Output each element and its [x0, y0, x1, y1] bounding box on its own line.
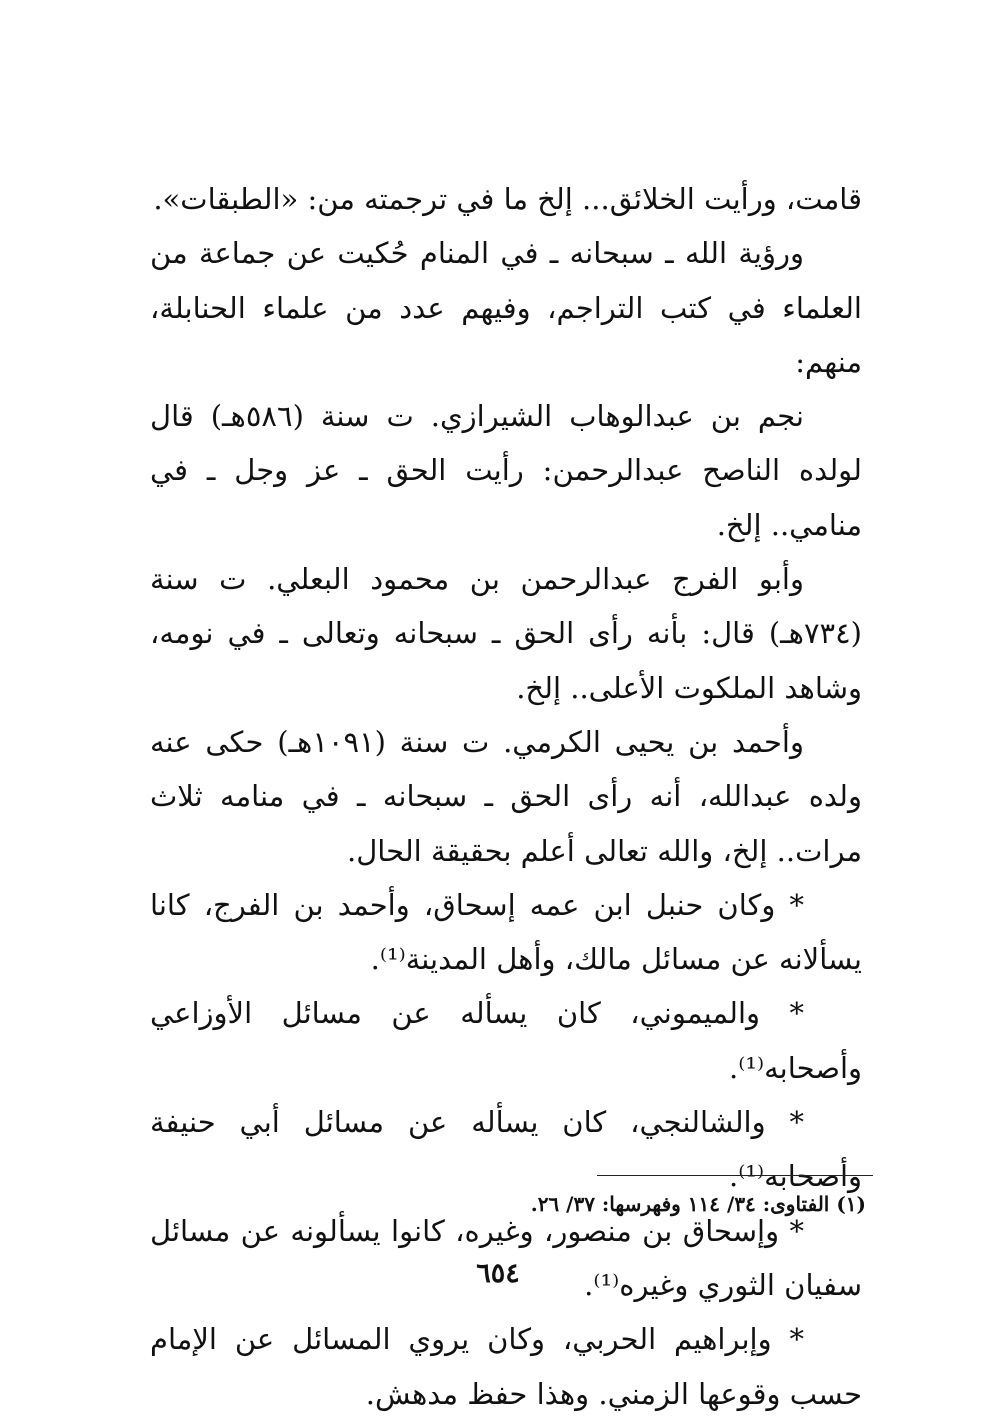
paragraph-ahmad-karmi: وأحمد بن يحيى الكرمي. ت سنة (١٠٩١هـ) حكى عنه ولده عبدالله، أنه رأى الحق ـ سبحانه ـ في منامه ثلاث مرات.. إلخ، والله تعالى أعلم بحقيقة الحال. [150, 724, 862, 868]
paragraph-hanbal: * وكان حنبل ابن عمه إسحاق، وأحمد بن الفرج، كانا يسألانه عن مسائل مالك، وأهل المدينة⁽¹⁾. [150, 887, 862, 977]
paragraph-continuation: قامت، ورأيت الخلائق... إلخ ما في ترجمته من: «الطبقات». [153, 182, 862, 216]
footnote: (١) الفتاوى: ٣٤/ ١١٤ وفهرسها: ٣٧/ ٢٦. [530, 1192, 866, 1216]
footnote-divider [597, 1175, 873, 1176]
paragraph-dream-vision: ورؤية الله ـ سبحانه ـ في المنام حُكيت عن جماعة من العلماء في كتب التراجم، وفيهم عدد من علماء الحنابلة، منهم: [150, 236, 862, 379]
page-number: ٦٥٤ [476, 1258, 520, 1289]
paragraph-najm-shirazi: نجم بن عبدالوهاب الشيرازي. ت سنة (٥٨٦هـ) قال لولده الناصح عبدالرحمن: رأيت الحق ـ عز وجل ـ في منامي.. إلخ. [150, 399, 862, 542]
paragraph-ibrahim-harbi: * وإبراهيم الحربي، وكان يروي المسائل عن الإمام حسب وقوعها الزمني. وهذا حفظ مدهش. [150, 1322, 862, 1411]
paragraph-ishaq-mansur: * وإسحاق بن منصور، وغيره، كانوا يسألونه عن مسائل سفيان الثوري وغيره⁽¹⁾. [150, 1213, 862, 1302]
paragraph-maymuni: * والميموني، كان يسأله عن مسائل الأوزاعي وأصحابه⁽¹⁾. [150, 996, 862, 1085]
main-text [150, 172, 862, 1421]
paragraph-shalanji: * والشالنجي، كان يسأله عن مسائل أبي حنيفة وأصحابه⁽¹⁾. [150, 1105, 862, 1194]
paragraph-abu-al-faraj: وأبو الفرج عبدالرحمن بن محمود البعلي. ت سنة (٧٣٤هـ) قال: بأنه رأى الحق ـ سبحانه وتعالى ـ في نومه، وشاهد الملكوت الأعلى.. إلخ. [150, 562, 862, 705]
